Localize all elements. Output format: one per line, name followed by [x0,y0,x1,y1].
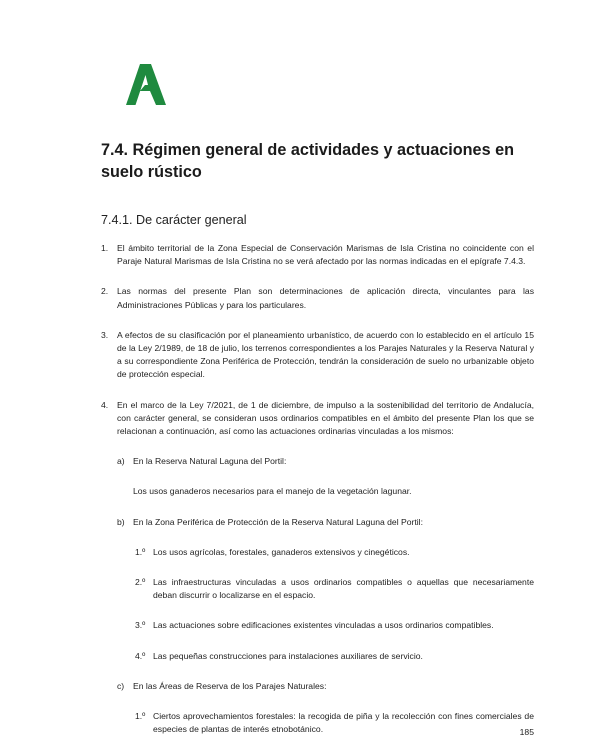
paragraph-2 [101,285,534,311]
list-item-text: Las infraestructuras vinculadas a usos ordinarios compatibles o aquellas que necesariamente deban discurrir o localizarse en el espacio. [153,577,534,601]
list-item [101,710,534,736]
paragraph-text: Las normas del presente Plan son determinaciones de aplicación directa, vinculantes para las Administraciones Públicas y para los particulares. [117,286,534,310]
list-item-text: Las actuaciones sobre edificaciones existentes vinculadas a usos ordinarios compatibles. [153,620,494,631]
junta-andalucia-a-logo [100,58,190,108]
paragraph-text: En el marco de la Ley 7/2021, de 1 de diciembre, de impulso a la sostenibilidad del territorio de Andalucía, con carácter general, se consideran usos ordinarios compatibles en el ámbito del presente Plan los que se relacionan a continuación, así como las actuaciones ordinarias vinculadas a los mismos: [117,399,534,437]
list-item [101,576,534,602]
list-item-text: Ciertos aprovechamientos forestales: la recogida de piña y la recolección con fines comerciales de especies de plantas de interés etnobotánico. [153,711,534,735]
list-item [101,619,534,632]
subsection-b [101,516,534,529]
paragraph-number: 1. [101,243,109,253]
paragraph-1 [101,242,534,268]
subsection-text: En la Reserva Natural Laguna del Portil: [133,456,287,467]
list-ordinal: 4.º [135,650,146,661]
list-ordinal: 3.º [135,620,146,631]
list-ordinal: 1.º [135,711,146,722]
list-item [101,650,534,663]
paragraph-number: 2. [101,286,109,297]
paragraph-number: 3. [101,329,109,340]
list-item-text: Los usos agrícolas, forestales, ganaderos extensivos y cinegéticos. [153,546,410,557]
subsection-title: 7.4.1. De carácter general [101,213,247,227]
subsection-a [101,455,534,468]
list-ordinal: 2.º [135,577,146,588]
paragraph-4 [101,399,534,439]
subsection-c [101,680,534,693]
paragraph-number: 4. [101,399,109,410]
list-ordinal: 1.º [135,546,146,557]
paragraph-3 [101,329,534,382]
subsection-text: En la Zona Periférica de Protección de la Reserva Natural Laguna del Portil: [133,516,423,527]
subsection-a-body: Los usos ganaderos necesarios para el manejo de la vegetación lagunar. [133,486,412,497]
document-body [101,242,534,736]
paragraph-text: A efectos de su clasificación por el planeamiento urbanístico, de acuerdo con lo establecido en el artículo 15 de la Ley 2/1989, de 18 de julio, los terrenos correspondientes a los Parajes Naturales y la Reserva Natural y a su correspondiente Zona Periférica de Protección, tendrán la consideración de suelo no urbanizable objeto de protección especial. [117,329,534,380]
list-item-text: Las pequeñas construcciones para instalaciones auxiliares de servicio. [153,650,423,661]
subsection-text: En las Áreas de Reserva de los Parajes Naturales: [133,680,327,691]
page-number: 185 [519,727,534,737]
section-title: 7.4. Régimen general de actividades y actuaciones en suelo rústico [101,141,514,181]
list-item [101,546,534,559]
subsection-letter: a) [117,456,125,467]
subsection-letter: b) [117,516,125,527]
paragraph-text: El ámbito territorial de la Zona Especial de Conservación Marismas de Isla Cristina no coincidente con el Paraje Natural Marismas de Isla Cristina no se verá afectado por las normas indicadas en el epígrafe 7.4.3. [117,243,534,267]
subsection-letter: c) [117,680,125,691]
